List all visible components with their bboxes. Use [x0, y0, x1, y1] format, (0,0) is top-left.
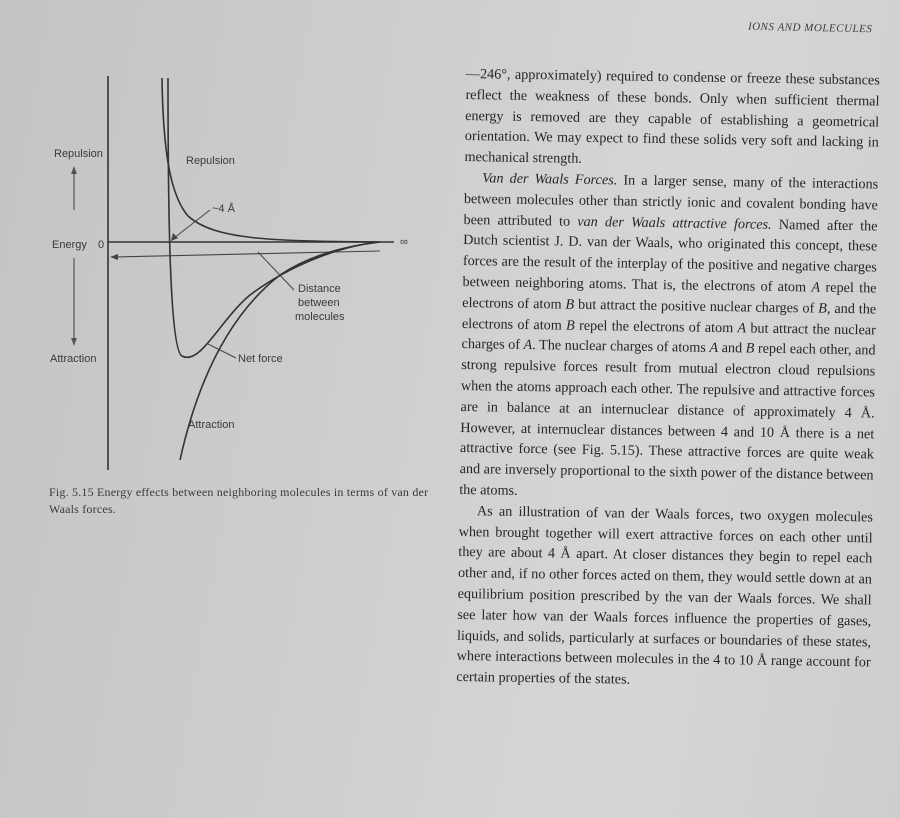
distance-label-2: between	[298, 297, 340, 309]
distance-label-1: Distance	[298, 283, 341, 295]
figure-5-15	[40, 70, 440, 480]
energy-diagram	[40, 70, 440, 480]
net-force-label: Net force	[238, 353, 283, 365]
distance-label-3: molecules	[295, 311, 345, 323]
figure-caption: Fig. 5.15 Energy effects between neighboring molecules in terms of van der Waals forces.	[49, 485, 429, 516]
net-force-pointer	[208, 344, 236, 358]
paragraph-1: —246°, approximately) required to condense or freeze these substances reflect the weakness of these bonds. Only when sufficient thermal energy is removed are they capable of establishing a geometrical orientation. We may expect to find these solids very soft and lacking in mechanical strength.	[464, 65, 880, 168]
y-label-attraction: Attraction	[50, 353, 97, 365]
four-angstrom-pointer-head	[171, 233, 178, 241]
distance-arrowhead	[110, 254, 118, 260]
y-label-zero: 0	[98, 239, 105, 251]
y-label-repulsion: Repulsion	[54, 148, 103, 160]
attraction-arrowhead	[71, 338, 77, 346]
infinity-label: ∞	[400, 236, 408, 248]
four-angstrom-pointer	[174, 210, 210, 238]
four-angstrom-label: ~4 Å	[212, 203, 235, 215]
key-term: van der Waals attractive forces.	[577, 213, 772, 233]
attraction-curve-label: Attraction	[188, 419, 235, 431]
section-heading: Van der Waals Forces.	[482, 170, 618, 189]
repulsion-curve-label: Repulsion	[186, 155, 235, 167]
repulsion-arrowhead	[71, 166, 77, 174]
paragraph-3: As an illustration of van der Waals forces, two oxygen molecules when brought together will exert attractive forces on each other until they are about 4 Å apart. At closer distances they begin to repel each other and, if no other forces acted on them, they would settle down at an equilibrium position prescribed by the van der Waals forces. We shall see later how van der Waals forces influence the properties of gases, liquids, and solids, particularly at surfaces or boundaries of these states, where interactions between molecules in the 4 to 10 Å range account for certain properties of the states.	[456, 502, 874, 688]
distance-arrow	[114, 251, 380, 257]
running-head: IONS AND MOLECULES	[747, 20, 873, 36]
paragraph-2: Van der Waals Forces. In a larger sense, many of the interactions between molecules other than strictly ionic and covalent bonding have been attributed to van der Waals attractive forces. Named after the Dutch scientist J. D. van der Waals, who originated this concept, these forces are the result of the interplay of the positive and negative charges between neighboring atoms. That is, the electrons of atom A repel the electrons of atom B but attract the positive nuclear charges of B, and the electrons of atom B repel the electrons of atom A but attract the nuclear charges of A. The nuclear charges of atoms A and B repel each other, and strong repulsive forces result from mutual electron cloud repulsions when the atoms approach each other. The repulsive and attractive forces are in balance at an internuclear distance of approximately 4 Å. However, at internuclear distances between 4 and 10 Å there is a net attractive force (see Fig. 5.15). These attractive forces are quite weak and are inversely proportional to the sixth power of the distance between the atoms.	[459, 170, 879, 499]
y-label-energy: Energy	[52, 239, 87, 251]
body-text-column	[456, 64, 880, 694]
